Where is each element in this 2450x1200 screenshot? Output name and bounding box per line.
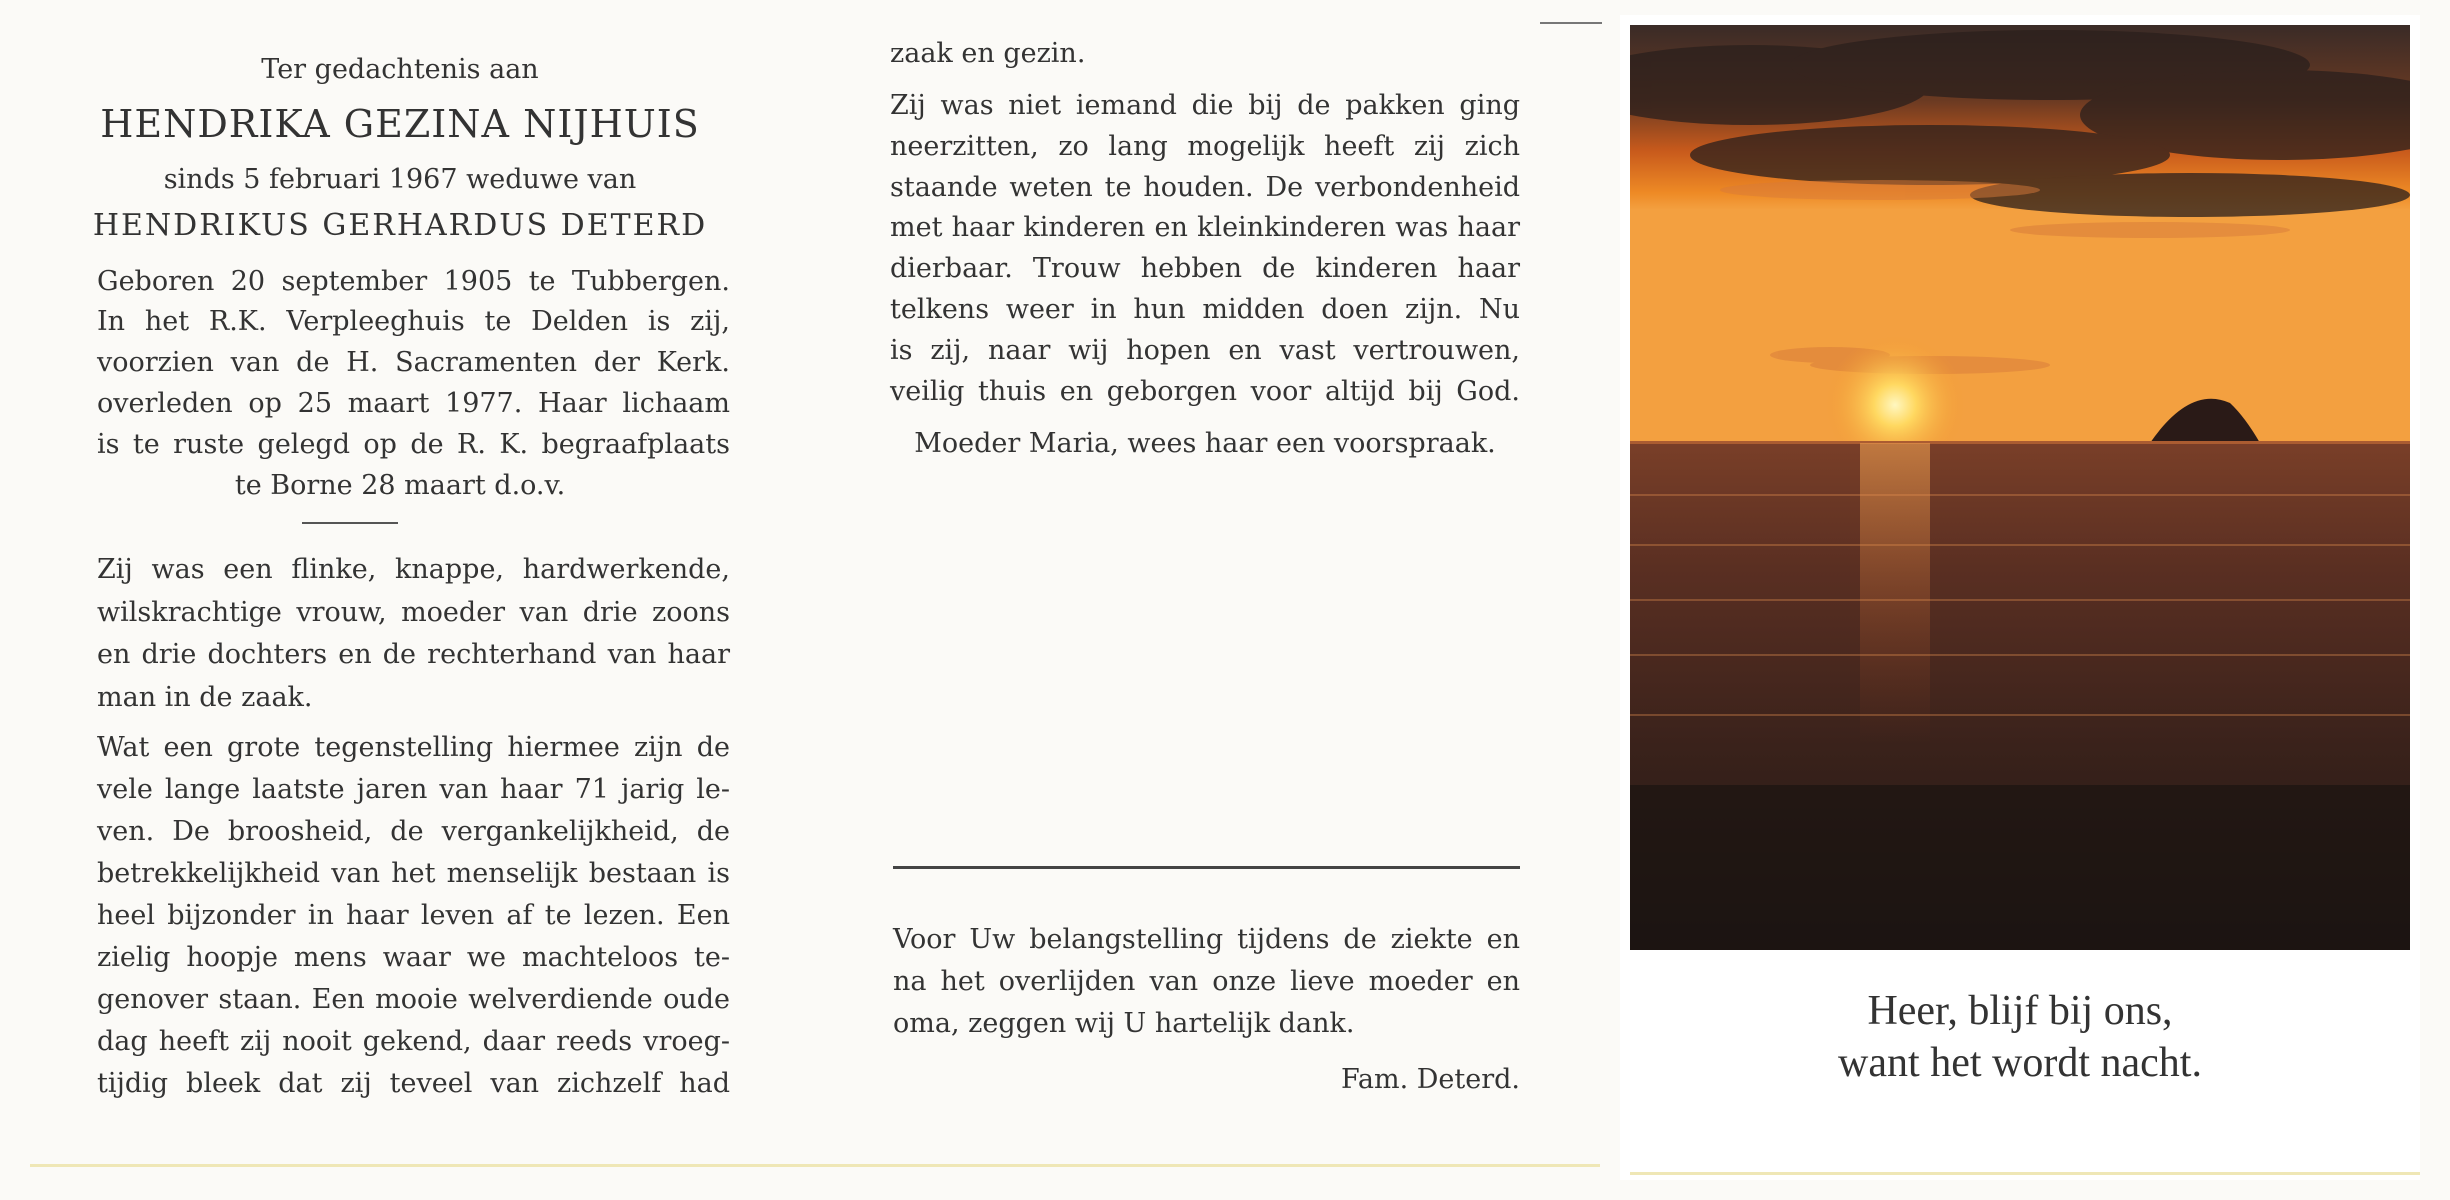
paragraph-line: veilig thuis en geborgen voor altijd bij God. <box>890 376 1520 407</box>
deceased-name: HENDRIKA GEZINA NIJHUIS <box>100 102 700 146</box>
paragraph-line: tijdig bleek dat zij teveel van zichzelf had <box>97 1068 730 1099</box>
paragraph-line: Zij was niet iemand die bij de pakken ging <box>890 90 1520 121</box>
bio-line: Geboren 20 september 1905 te Tubbergen. <box>97 266 730 297</box>
paragraph-line: met haar kinderen en kleinkinderen was haar <box>890 212 1520 243</box>
caption-line: want het wordt nacht. <box>1838 1040 2202 1086</box>
bio-line: overleden op 25 maart 1977. Haar lichaam <box>97 388 730 419</box>
prayer-line: Moeder Maria, wees haar een voorspraak. <box>914 428 1496 459</box>
paragraph-line: dierbaar. Trouw hebben de kinderen haar <box>890 253 1520 284</box>
right-panel <box>1620 15 2420 1180</box>
middle-panel <box>800 0 1600 1180</box>
paragraph-line: staande weten te houden. De verbondenheid <box>890 172 1520 203</box>
paragraph-line: Zij was een flinke, knappe, hardwerkende, <box>97 554 730 585</box>
paragraph-line: dag heeft zij nooit gekend, daar reeds vroeg- <box>97 1026 730 1057</box>
paragraph-line: ven. De broosheid, de vergankelijkheid, de <box>97 816 730 847</box>
card-edge <box>30 1164 1600 1167</box>
card-edge <box>1630 1172 2420 1175</box>
paragraph-line: genover staan. Een mooie welverdiende oude <box>97 984 730 1015</box>
husband-name: HENDRIKUS GERHARDUS DETERD <box>92 208 708 243</box>
separator <box>302 522 398 524</box>
paragraph-line: betrekkelijkheid van het menselijk bestaan is <box>97 858 730 889</box>
memorial-heading: Ter gedachtenis aan <box>261 54 539 85</box>
sunset-photo <box>1630 25 2410 950</box>
widow-line: sinds 5 februari 1967 weduwe van <box>163 164 637 195</box>
paragraph-line: wilskrachtige vrouw, moeder van drie zoons <box>97 597 730 628</box>
paragraph-line: Wat een grote tegenstelling hiermee zijn de <box>97 732 730 763</box>
bio-line: te Borne 28 maart d.o.v. <box>234 470 566 501</box>
thanks-line: oma, zeggen wij U hartelijk dank. <box>893 1008 1355 1039</box>
paragraph-line: man in de zaak. <box>97 682 313 713</box>
continued-text: zaak en gezin. <box>890 38 1086 69</box>
thanks-line: na het overlijden van onze lieve moeder en <box>893 966 1520 997</box>
separator <box>893 866 1520 869</box>
caption-line: Heer, blijf bij ons, <box>1867 988 2173 1034</box>
paragraph-line: neerzitten, zo lang mogelijk heeft zij zich <box>890 131 1520 162</box>
thanks-line: Voor Uw belangstelling tijdens de ziekte en <box>893 924 1520 955</box>
paragraph-line: en drie dochters en de rechterhand van haar <box>97 639 730 670</box>
paragraph-line: telkens weer in hun midden doen zijn. Nu <box>890 294 1520 325</box>
paragraph-line: is zij, naar wij hopen en vast vertrouwen, <box>890 335 1520 366</box>
bio-line: is te ruste gelegd op de R. K. begraafplaats <box>97 429 730 460</box>
fold-mark <box>1540 22 1602 24</box>
bio-line: In het R.K. Verpleeghuis te Delden is zij, <box>97 306 730 337</box>
bio-line: voorzien van de H. Sacramenten der Kerk. <box>97 347 730 378</box>
paragraph-line: zielig hoopje mens waar we machteloos te- <box>97 942 730 973</box>
signature: Fam. Deterd. <box>1341 1064 1520 1095</box>
paragraph-line: heel bijzonder in haar leven af te lezen. Een <box>97 900 730 931</box>
paragraph-line: vele lange laatste jaren van haar 71 jarig le- <box>97 774 730 805</box>
caption <box>1620 985 2420 1089</box>
left-panel <box>0 0 800 1180</box>
